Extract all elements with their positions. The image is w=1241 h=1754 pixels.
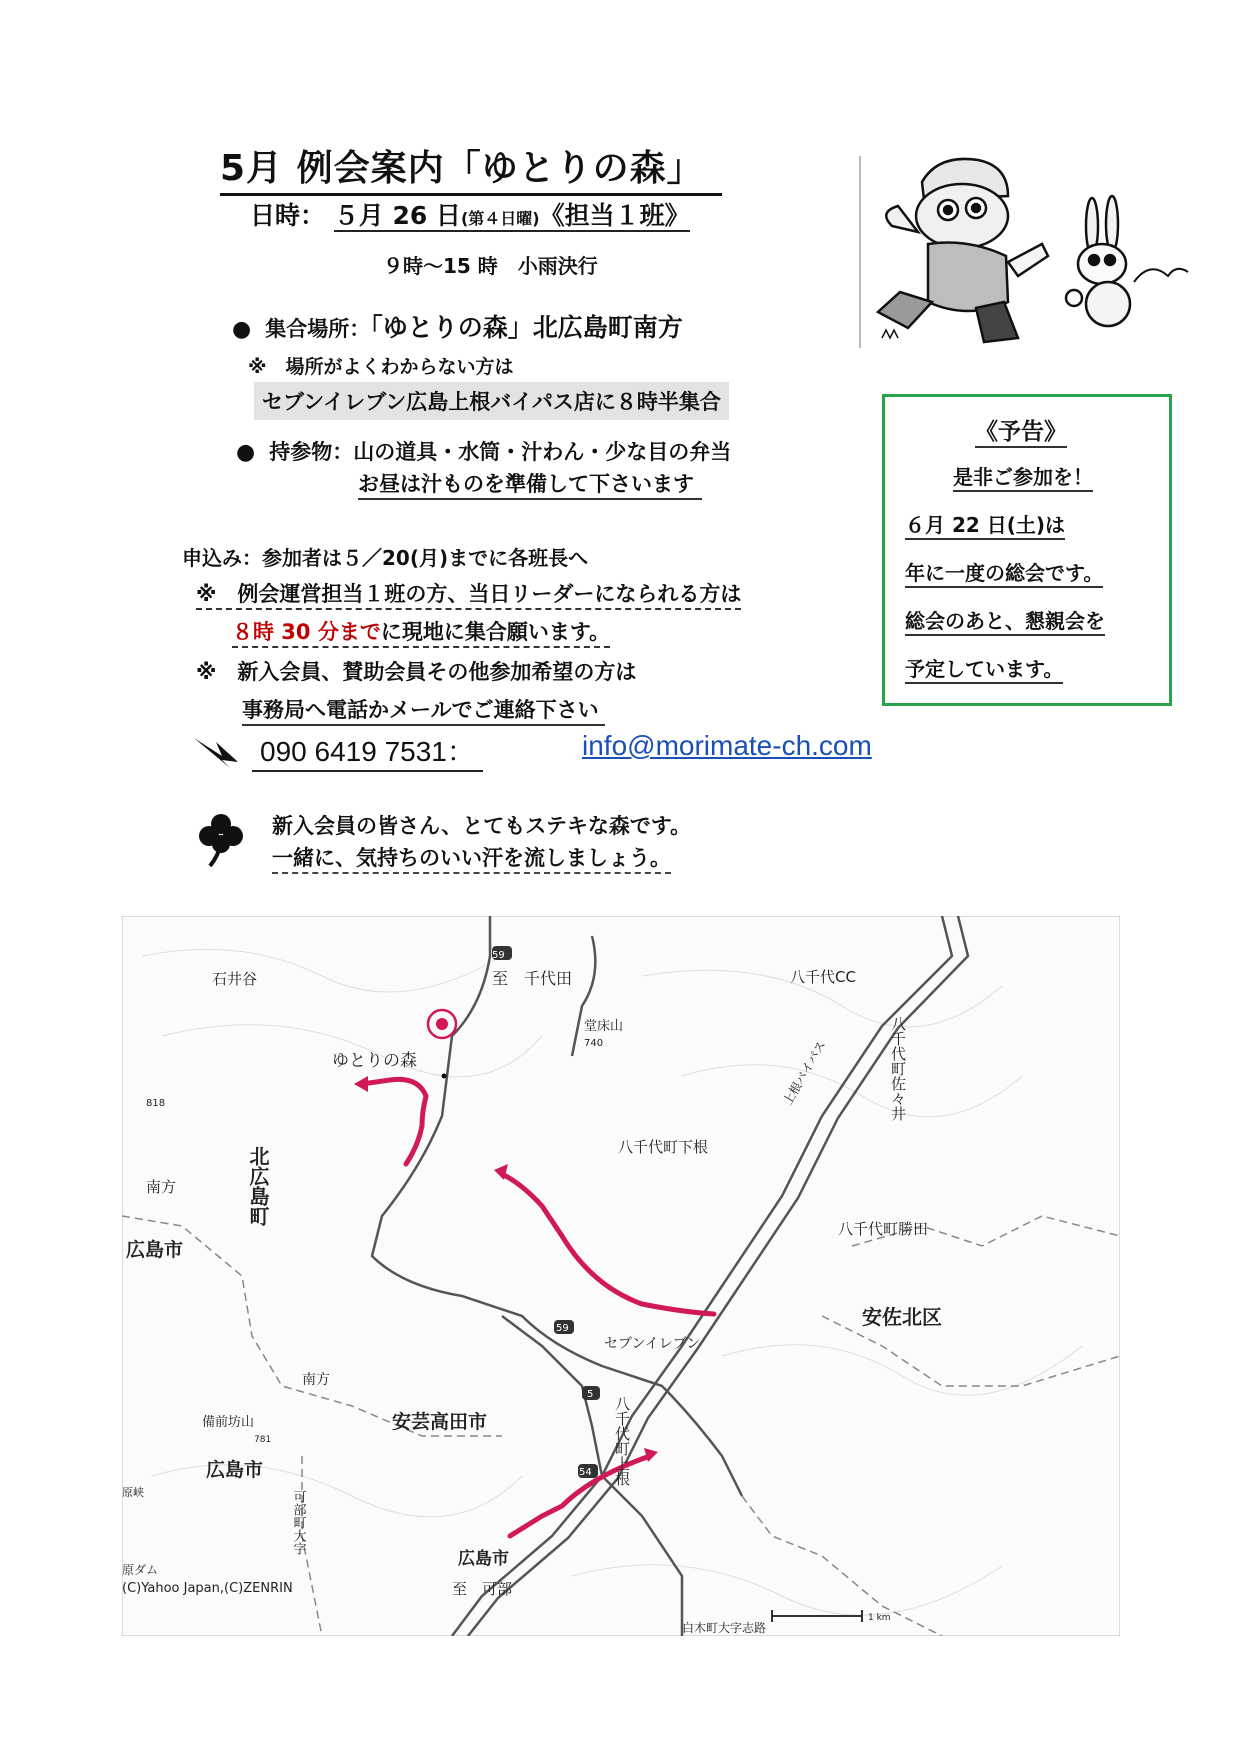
meeting-place <box>232 308 683 344</box>
meeting-place-name: 「ゆとりの森」北広島町南方 <box>370 313 683 342</box>
gather-note: に現地に集合願います。 <box>380 620 611 644</box>
map-label-elev818: 818 <box>146 1098 166 1109</box>
map-label-minamigata1: 南方 <box>146 1178 177 1196</box>
notice-line4: 総会のあと、懇親会を <box>905 605 1105 636</box>
map-label-haramura: 原峡 <box>122 1486 144 1499</box>
belongings-line2: お昼は汁ものを準備して下さいます <box>358 468 702 500</box>
event-date <box>250 196 690 232</box>
date-weekday: (第４日曜) <box>460 209 540 228</box>
map-label-yachiyo-sasai: 八千代町佐々井 <box>889 1016 907 1121</box>
newcomer-contact-note: 事務局へ電話かメールでご連絡下さい <box>242 694 605 726</box>
map-label-shimone: 八千代町下根 <box>618 1138 709 1156</box>
welcome-message-line2: 一緒に、気持ちのいい汗を流しましょう。 <box>272 842 671 874</box>
notice-line3: 年に一度の総会です。 <box>905 557 1103 588</box>
date-group: 《担当１班》 <box>539 201 690 230</box>
map-label-sakusan-elev: 740 <box>584 1038 604 1049</box>
map-label-bizen: 備前坊山 <box>202 1415 255 1430</box>
notice-heading: 《予告》 <box>975 413 1067 448</box>
map-label-route54: 54 <box>579 1467 592 1478</box>
map-label-minamigata2: 南方 <box>302 1372 330 1388</box>
map-label-sakusan: 堂床山 <box>584 1019 624 1034</box>
meeting-alternate: セブンイレブン広島上根バイパス店に８時半集合 <box>254 382 729 420</box>
map-label-asakita: 安佐北区 <box>862 1305 942 1329</box>
belongings <box>236 436 731 466</box>
map-label-bypass: 上根バイパス <box>780 1038 829 1108</box>
application-deadline: 申込み：参加者は５／20(月)までに各班長へ <box>182 546 589 570</box>
date-label: 日時： <box>250 201 326 230</box>
map-scale-label: 1 km <box>868 1613 891 1623</box>
route-map <box>122 916 1120 1636</box>
phone-number[interactable]: 090 6419 7531： <box>252 730 483 772</box>
gather-time: ８時 30 分まで <box>232 620 381 644</box>
arrow-pointer-icon <box>192 732 240 770</box>
map-copyright: (C)Yahoo Japan,(C)ZENRIN <box>122 1581 293 1596</box>
map-label-akitakata: 安芸高田市 <box>392 1411 488 1433</box>
map-label-seven: セブンイレブン <box>604 1336 701 1352</box>
map-label-route5: 5 <box>587 1389 594 1400</box>
map-label-bizen-elev: 781 <box>254 1435 272 1445</box>
map-label-hiroshima3: 広島市 <box>458 1549 509 1569</box>
map-label-kamine: 八千代町上根 <box>613 1396 631 1486</box>
notice-line5: 予定しています。 <box>905 653 1063 684</box>
map-label-hiroshima1: 広島市 <box>126 1239 184 1261</box>
email-link[interactable]: info@morimate-ch.com <box>582 730 872 761</box>
map-label-to-kabe: 至 可部 <box>452 1580 513 1598</box>
belongings-line1: 持参物：山の道具・水筒・汁わん・少な目の弁当 <box>269 440 732 464</box>
map-label-shirakicho: 白木町大字志路 <box>682 1621 767 1635</box>
leader-note-time <box>232 616 610 648</box>
map-label-yachiyo-cc: 八千代CC <box>790 968 856 986</box>
newcomer-note: ※ 新入会員、賛助会員その他参加希望の方は <box>196 660 637 684</box>
welcome-message-line1: 新入会員の皆さん、とてもステキな森です。 <box>272 814 692 838</box>
bullet-icon: ● <box>232 317 252 342</box>
map-label-yutori: ゆとりの森 <box>332 1051 417 1071</box>
leader-note: ※ 例会運営担当１班の方、当日リーダーになられる方は <box>196 578 741 610</box>
map-label-hara-dam: 原ダム <box>122 1563 159 1577</box>
map-label-kitahiroshima: 北広島町 <box>246 1146 270 1226</box>
notice-line2: ６月 22 日(土)は <box>905 509 1065 540</box>
mascot-illustration <box>858 152 1208 352</box>
map-label-route59b: 59 <box>556 1323 569 1334</box>
event-time: ９時～15 時 小雨決行 <box>383 254 598 278</box>
notice-line1: 是非ご参加を！ <box>953 461 1093 492</box>
date-value: ５月 26 日(第４日曜)《担当１班》 <box>333 201 690 230</box>
map-label-to-chiyoda: 至 千代田 <box>492 969 573 988</box>
meeting-note: ※ 場所がよくわからない方は <box>248 356 514 378</box>
notice-box <box>882 394 1172 706</box>
clover-icon <box>196 810 246 868</box>
bullet-icon: ● <box>236 440 256 465</box>
meeting-label: 集合場所： <box>265 317 371 341</box>
map-label-ishiidani: 石井谷 <box>212 970 258 988</box>
page-title: 5月 例会案内「ゆとりの森」 <box>220 140 722 196</box>
map-label-kabe-oaza: 可部町大字 <box>290 1490 306 1555</box>
map-label-fujita: 八千代町勝田 <box>838 1220 929 1238</box>
map-label-hiroshima2: 広島市 <box>206 1459 264 1481</box>
map-label-route59: 59 <box>492 950 505 961</box>
